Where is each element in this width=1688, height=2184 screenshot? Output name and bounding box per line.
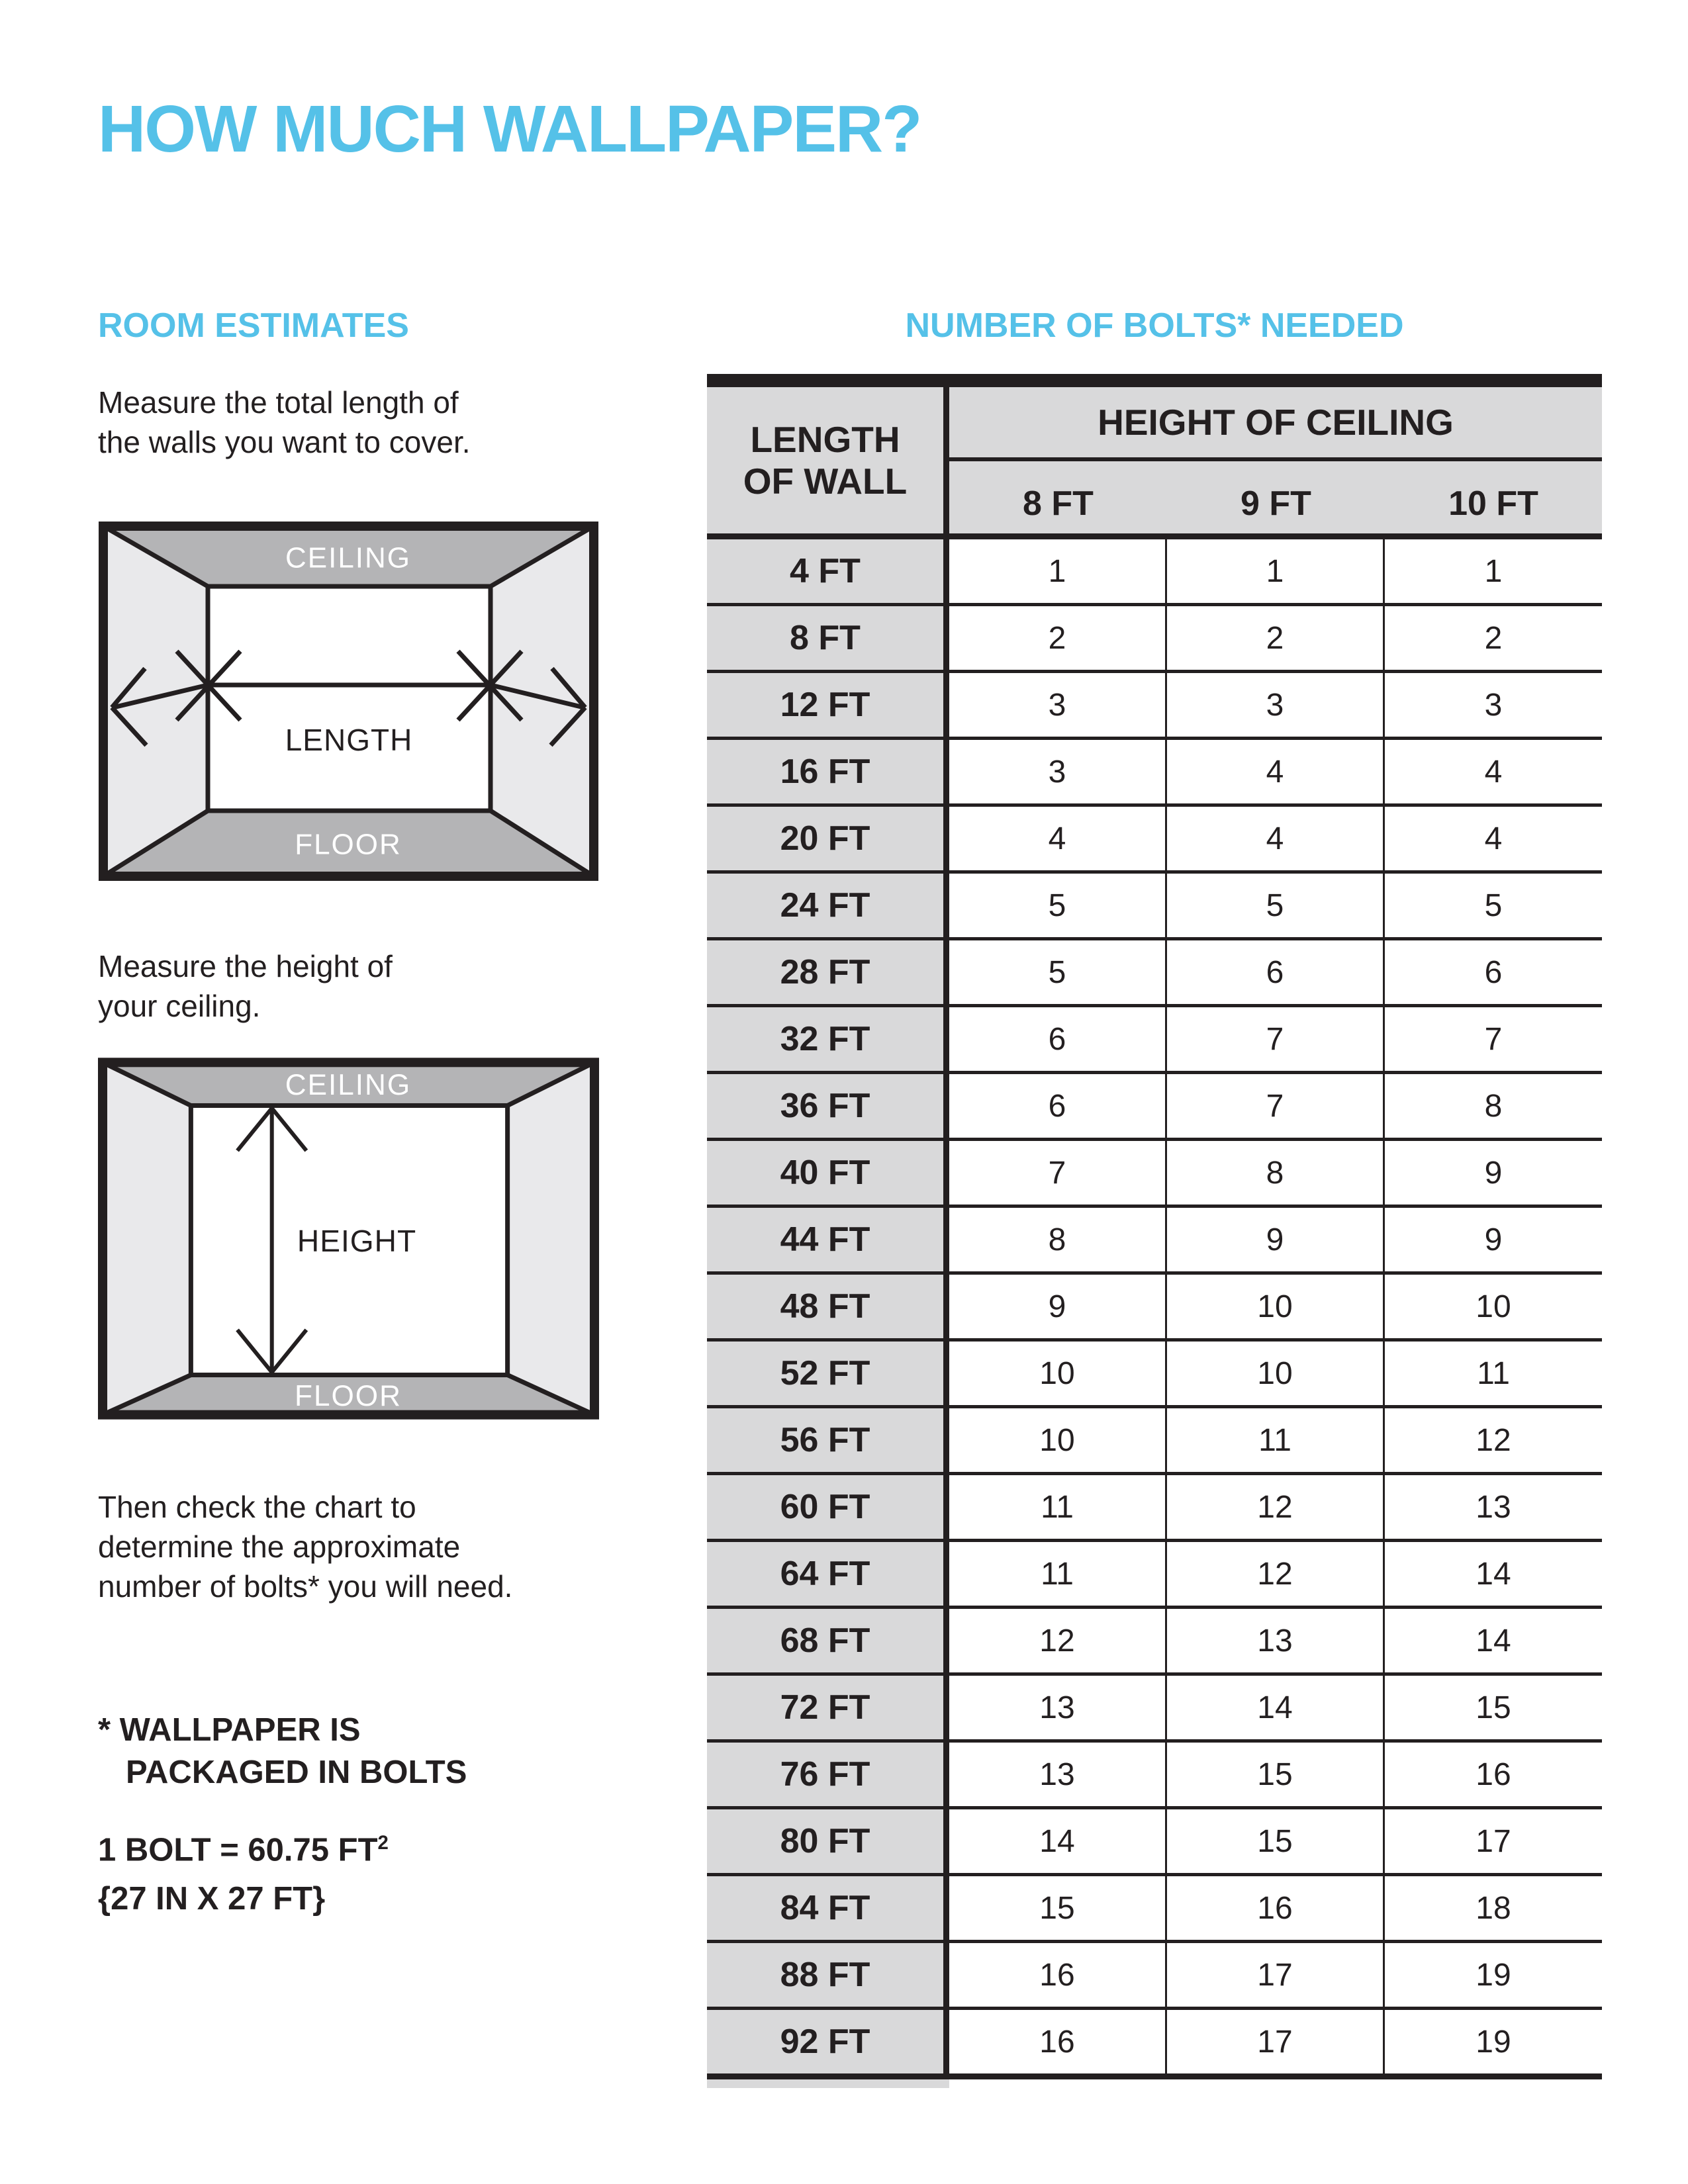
cell-value: 16	[1167, 1876, 1385, 1940]
para-line: your ceiling.	[98, 989, 261, 1023]
table-row	[707, 1342, 1602, 1408]
table-row	[707, 1475, 1602, 1542]
page-title: HOW MUCH WALLPAPER?	[98, 92, 921, 166]
cell-value: 12	[1167, 1475, 1385, 1539]
cell-value: 12	[949, 1609, 1167, 1672]
cell-value: 3	[949, 673, 1167, 737]
para-measure-height	[98, 946, 393, 1026]
table-footer-tab	[707, 2079, 949, 2088]
para-check-chart	[98, 1487, 512, 1606]
cell-value: 3	[1167, 673, 1385, 737]
ceiling-label: CEILING	[285, 541, 412, 574]
superscript-2: 2	[377, 1832, 389, 1854]
table-row	[707, 606, 1602, 673]
row-label: 8 FT	[707, 606, 949, 670]
table-row	[707, 940, 1602, 1007]
col-header-10ft: 10 FT	[1448, 484, 1538, 523]
cell-value: 12	[1476, 1422, 1511, 1458]
bolt-dimensions: {27 IN X 27 FT}	[98, 1881, 326, 1917]
cell-value: 16	[949, 1943, 1167, 2007]
cell-value: 5	[1167, 874, 1385, 937]
row-label: 72 FT	[707, 1676, 949, 1739]
cell-value: 8	[1484, 1088, 1503, 1124]
cell-value: 6	[1484, 954, 1503, 990]
cell-value: 5	[949, 940, 1167, 1004]
cell-value: 14	[1476, 1556, 1511, 1592]
column-group	[949, 387, 1602, 533]
table-header	[707, 387, 1602, 539]
bolts-table	[707, 374, 1602, 2088]
footnote-line: PACKAGED IN BOLTS	[126, 1754, 467, 1790]
cell-value: 13	[949, 1676, 1167, 1739]
cell-value: 4	[949, 807, 1167, 870]
cell-value: 7	[1484, 1021, 1503, 1057]
para-line: number of bolts* you will need.	[98, 1569, 513, 1604]
bolt-size-info	[98, 1819, 389, 1923]
table-row	[707, 1676, 1602, 1743]
table-row	[707, 874, 1602, 940]
row-label: 92 FT	[707, 2010, 949, 2073]
cell-value: 10	[949, 1408, 1167, 1472]
cell-value: 1	[1167, 539, 1385, 603]
cell-value: 10	[1167, 1275, 1385, 1338]
wallpaper-footnote	[98, 1709, 467, 1794]
right-wall-face	[508, 1062, 594, 1414]
row-label: 44 FT	[707, 1208, 949, 1271]
cell-value: 18	[1476, 1890, 1511, 1926]
cell-value: 17	[1167, 2010, 1385, 2073]
cell-value: 11	[949, 1475, 1167, 1539]
cell-value: 7	[1167, 1007, 1385, 1071]
table-row	[707, 539, 1602, 606]
cell-value: 15	[1476, 1690, 1511, 1725]
cell-value: 6	[949, 1007, 1167, 1071]
corner-header-line: LENGTH	[750, 418, 900, 460]
row-label: 76 FT	[707, 1743, 949, 1806]
row-label: 84 FT	[707, 1876, 949, 1940]
left-wall-face	[103, 1062, 191, 1414]
row-label: 60 FT	[707, 1475, 949, 1539]
col-headers-row	[949, 461, 1602, 533]
cell-value: 11	[949, 1542, 1167, 1606]
cell-value: 14	[1476, 1623, 1511, 1659]
table-row	[707, 1074, 1602, 1141]
cell-value: 7	[1167, 1074, 1385, 1138]
cell-value: 4	[1167, 807, 1385, 870]
cell-value: 9	[1167, 1208, 1385, 1271]
row-label: 68 FT	[707, 1609, 949, 1672]
cell-value: 17	[1476, 1823, 1511, 1859]
row-label: 4 FT	[707, 539, 949, 603]
table-row	[707, 2010, 1602, 2079]
room-estimates-heading: ROOM ESTIMATES	[98, 306, 409, 345]
cell-value: 15	[949, 1876, 1167, 1940]
row-label: 56 FT	[707, 1408, 949, 1472]
table-row	[707, 740, 1602, 807]
table-row	[707, 1943, 1602, 2010]
cell-value: 10	[949, 1342, 1167, 1405]
cell-value: 16	[1476, 1756, 1511, 1792]
table-top-bar	[707, 374, 1602, 387]
footnote-line: * WALLPAPER IS	[98, 1712, 361, 1748]
cell-value: 4	[1484, 821, 1503, 856]
row-label: 12 FT	[707, 673, 949, 737]
height-label: HEIGHT	[297, 1224, 417, 1259]
cell-value: 2	[949, 606, 1167, 670]
cell-value: 5	[1484, 887, 1503, 923]
row-label: 24 FT	[707, 874, 949, 937]
row-label: 16 FT	[707, 740, 949, 803]
row-label: 20 FT	[707, 807, 949, 870]
cell-value: 14	[1167, 1676, 1385, 1739]
bolts-needed-heading: NUMBER OF BOLTS* NEEDED	[905, 306, 1404, 345]
cell-value: 16	[949, 2010, 1167, 2073]
cell-value: 9	[1484, 1155, 1503, 1191]
cell-value: 17	[1167, 1943, 1385, 2007]
cell-value: 2	[1484, 620, 1503, 656]
row-label: 64 FT	[707, 1542, 949, 1606]
cell-value: 10	[1167, 1342, 1385, 1405]
cell-value: 10	[1476, 1289, 1511, 1324]
ceiling-label: CEILING	[285, 1068, 412, 1101]
table-body	[707, 539, 1602, 2079]
cell-value: 3	[1484, 687, 1503, 723]
row-label: 40 FT	[707, 1141, 949, 1205]
row-label: 52 FT	[707, 1342, 949, 1405]
para-line: Measure the height of	[98, 949, 393, 983]
row-label: 28 FT	[707, 940, 949, 1004]
table-row	[707, 1208, 1602, 1275]
cell-value: 11	[1477, 1355, 1510, 1391]
cell-value: 15	[1167, 1743, 1385, 1806]
cell-value: 15	[1167, 1809, 1385, 1873]
table-row	[707, 1007, 1602, 1074]
cell-value: 12	[1167, 1542, 1385, 1606]
row-label: 88 FT	[707, 1943, 949, 2007]
cell-value: 11	[1167, 1408, 1385, 1472]
cell-value: 4	[1484, 754, 1503, 790]
table-row	[707, 1876, 1602, 1943]
cell-value: 5	[949, 874, 1167, 937]
cell-value: 2	[1167, 606, 1385, 670]
para-line: determine the approximate	[98, 1529, 461, 1564]
row-label: 48 FT	[707, 1275, 949, 1338]
cell-value: 13	[1167, 1609, 1385, 1672]
cell-value: 1	[949, 539, 1167, 603]
row-label: 36 FT	[707, 1074, 949, 1138]
table-row	[707, 1809, 1602, 1876]
back-wall	[208, 586, 491, 811]
cell-value: 19	[1476, 1957, 1511, 1993]
floor-label: FLOOR	[295, 828, 402, 861]
corner-header-line: OF WALL	[743, 460, 908, 502]
table-row	[707, 1408, 1602, 1475]
length-label: LENGTH	[285, 723, 413, 757]
table-row	[707, 1141, 1602, 1208]
cell-value: 4	[1167, 740, 1385, 803]
para-line: Then check the chart to	[98, 1490, 416, 1524]
col-group-header: HEIGHT OF CEILING	[949, 387, 1602, 461]
table-row	[707, 673, 1602, 740]
cell-value: 7	[949, 1141, 1167, 1205]
col-header-8ft: 8 FT	[1023, 484, 1094, 523]
cell-value: 19	[1476, 2024, 1511, 2060]
para-line: Measure the total length of	[98, 385, 459, 420]
table-row	[707, 1609, 1602, 1676]
cell-value: 6	[1167, 940, 1385, 1004]
row-label: 32 FT	[707, 1007, 949, 1071]
floor-label: FLOOR	[295, 1380, 402, 1413]
table-row	[707, 1275, 1602, 1342]
col-header-9ft: 9 FT	[1241, 484, 1311, 523]
cell-value: 14	[949, 1809, 1167, 1873]
row-label: 80 FT	[707, 1809, 949, 1873]
corner-header	[707, 387, 949, 533]
cell-value: 13	[1476, 1489, 1511, 1525]
bolt-equation: 1 BOLT = 60.75 $FT^2$	[98, 1832, 389, 1868]
cell-value: 8	[949, 1208, 1167, 1271]
para-measure-length	[98, 383, 471, 462]
cell-value: 3	[949, 740, 1167, 803]
cell-value: 13	[949, 1743, 1167, 1806]
cell-value: 1	[1484, 553, 1503, 589]
cell-value: 9	[949, 1275, 1167, 1338]
para-line: the walls you want to cover.	[98, 425, 471, 459]
cell-value: 9	[1484, 1222, 1503, 1257]
room-length-diagram	[98, 522, 599, 881]
cell-value: 8	[1167, 1141, 1385, 1205]
ceiling-height-diagram	[98, 1058, 599, 1420]
table-row	[707, 807, 1602, 874]
cell-value: 6	[949, 1074, 1167, 1138]
table-row	[707, 1542, 1602, 1609]
table-row	[707, 1743, 1602, 1809]
